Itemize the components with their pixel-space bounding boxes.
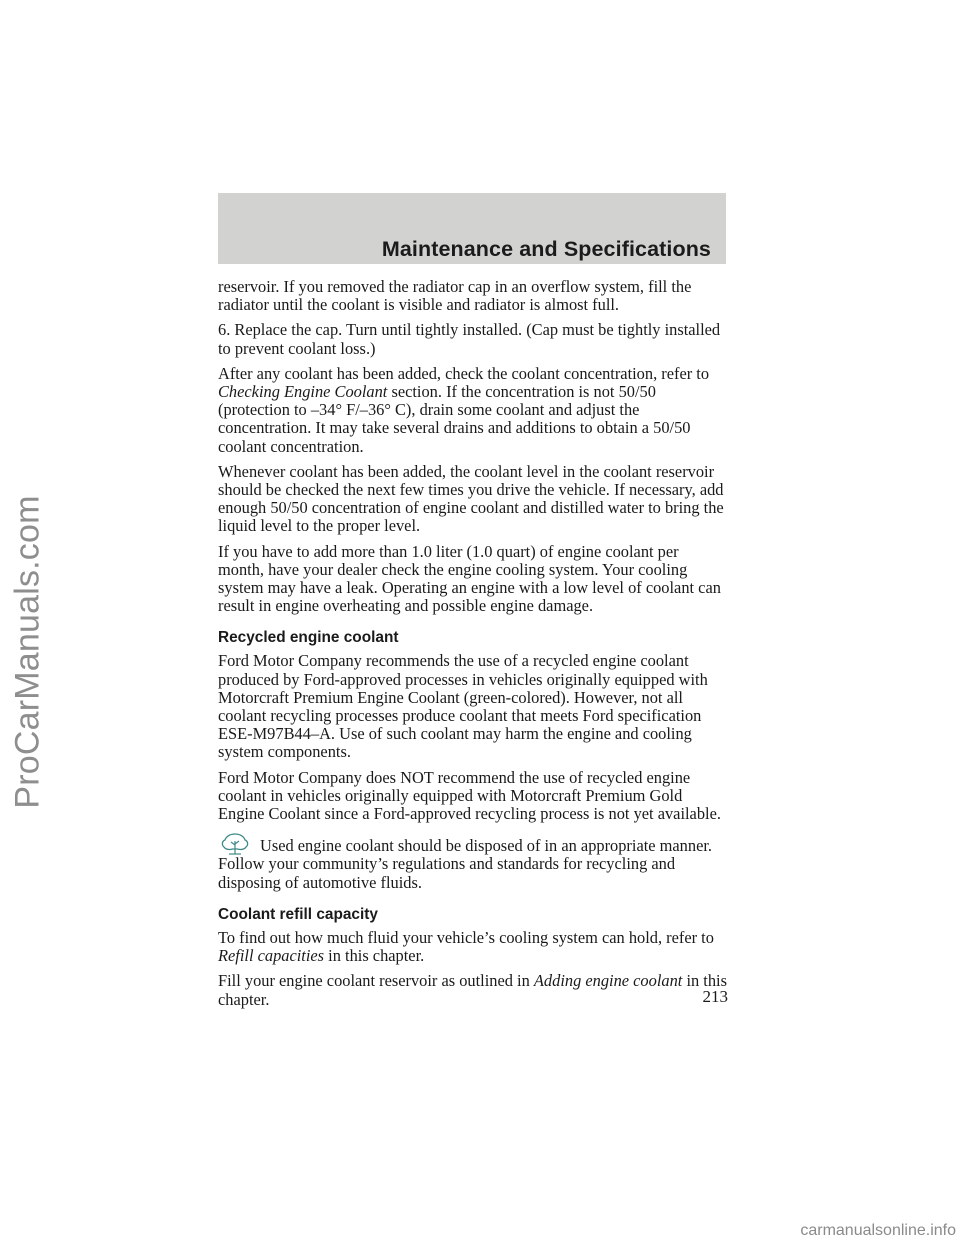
section-header-band — [218, 193, 726, 264]
checking-engine-coolant-reference: Checking Engine Coolant — [218, 382, 388, 402]
heading-refill-capacity: Coolant refill capacity — [218, 905, 378, 923]
refill-text-end: in this chapter. — [328, 946, 425, 966]
paragraph-replace-cap: 6. Replace the cap. Turn until tightly installed. (Cap must be tightly installed to prevent coolant loss.) — [218, 320, 721, 358]
side-watermark — [6, 495, 50, 809]
tree-environment-icon — [220, 833, 250, 855]
fill-text-end: in this chapter. — [218, 971, 727, 1009]
paragraph-refill-reference — [218, 929, 728, 965]
fill-text-start: Fill your engine coolant reservoir as outlined in — [218, 971, 530, 991]
section-title: Maintenance and Specifications — [381, 237, 711, 261]
page-number: 213 — [702, 987, 728, 1006]
disposal-note-text: Used engine coolant should be disposed of in an appropriate manner. Follow your community’s regulations and standards for recycling and disposing of automotive fluids. — [218, 836, 712, 892]
paragraph-disposal-note — [218, 833, 728, 892]
paragraph-recycled-gold-coolant: Ford Motor Company does NOT recommend the use of recycled engine coolant in vehicles originally equipped with Motorcraft Premium Gold Engine Coolant since a Ford-approved recycling process is not yet available. — [218, 767, 721, 824]
footer-url: carmanualsonline.info — [800, 1222, 956, 1239]
adding-engine-coolant-reference: Adding engine coolant — [533, 971, 683, 991]
heading-recycled-coolant: Recycled engine coolant — [218, 629, 399, 647]
paragraph-concentration — [218, 365, 728, 456]
paragraph-fill-reservoir — [218, 972, 728, 1008]
paragraph-level-check: Whenever coolant has been added, the coolant level in the coolant reservoir should be checked the next few times you drive the vehicle. If necessary, add enough 50/50 concentration of engine coolant and distilled water to bring the liquid level to the proper level. — [218, 461, 724, 536]
concentration-text-start: After any coolant has been added, check the coolant concentration, refer to — [218, 363, 710, 383]
refill-capacities-reference: Refill capacities — [218, 946, 325, 966]
paragraph-leak-warning: If you have to add more than 1.0 liter (1.0 quart) of engine coolant per month, have your dealer check the engine cooling system. Your cooling system may have a leak. Operating an engine with a low level of coolant can result in engine overheating and possible engine damage. — [218, 541, 721, 616]
page-body — [218, 278, 728, 1016]
paragraph-overflow-reservoir: reservoir. If you removed the radiator cap in an overflow system, fill the radiator until the coolant is visible and radiator is almost full. — [218, 277, 692, 315]
concentration-text-end: section. If the concentration is not 50/50 (protection to –34° F/–36° C), drain some coolant and adjust the concentration. It may take several drains and additions to obtain a 50/50 coolant concentration. — [218, 382, 691, 456]
refill-text-start: To find out how much fluid your vehicle’s cooling system can hold, refer to — [218, 927, 714, 947]
paragraph-recycled-recommendation: Ford Motor Company recommends the use of a recycled engine coolant produced by Ford-approved processes in vehicles originally equipped with Motorcraft Premium Engine Coolant (green-colored). However, not all coolant recycling processes produce coolant that meets Ford specification ESE-M97B44–A. Use of such coolant may harm the engine and cooling system components. — [218, 651, 708, 762]
watermark-text: ProCarManuals.com — [8, 495, 47, 809]
